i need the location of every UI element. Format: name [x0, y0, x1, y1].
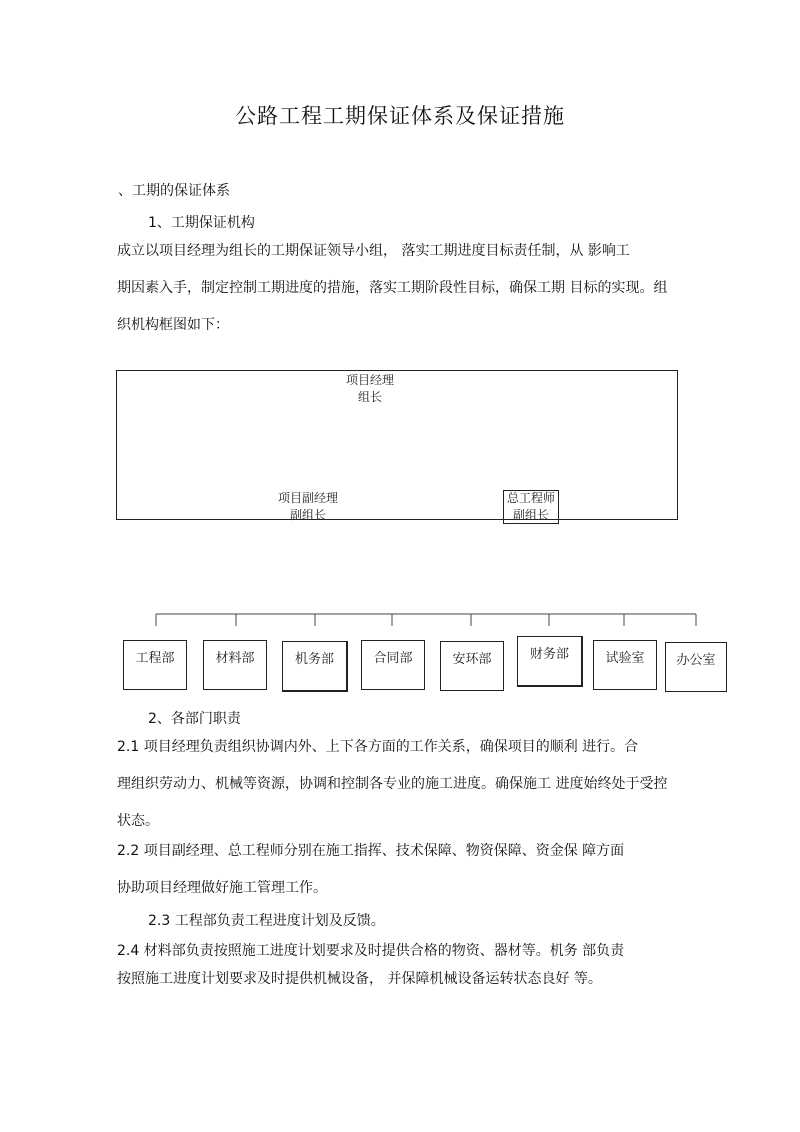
page-title: 公路工程工期保证体系及保证措施	[235, 104, 565, 128]
dept-box-engineering: 工程部	[123, 640, 187, 690]
intro-line: 期因素入手，制定控制工期进度的措施，落实工期阶段性目标，确保工期 目标的实现。组	[117, 280, 668, 296]
dept-box-machinery: 机务部	[282, 641, 348, 692]
org-node-role: 副组长	[512, 508, 549, 522]
subsection-heading: 1、工期保证机构	[148, 215, 255, 231]
dept-box-safety-environment: 安环部	[440, 641, 504, 691]
paragraph-line: 协助项目经理做好施工管理工作。	[117, 880, 327, 896]
section-heading: 、工期的保证体系	[118, 183, 230, 199]
paragraph-2-2	[117, 844, 687, 918]
paragraph-2-3: 2.3 工程部负责工程进度计划及反馈。	[148, 913, 385, 929]
subsection-heading: 2、各部门职责	[148, 711, 241, 727]
paragraph-line: 2.1 项目经理负责组织协调内外、上下各方面的工作关系，确保项目的顺利 进行。合	[117, 739, 639, 755]
dept-box-office: 办公室	[665, 642, 727, 692]
org-node-title: 项目经理	[345, 373, 394, 387]
org-node-role: 副组长	[289, 508, 326, 522]
dept-box-contract: 合同部	[361, 640, 425, 690]
dept-box-finance: 财务部	[517, 636, 583, 687]
org-node-title: 项目副经理	[277, 491, 338, 505]
dept-box-materials: 材料部	[203, 640, 267, 690]
paragraph-line: 按照施工进度计划要求及时提供机械设备， 并保障机械设备运转状态良好 等。	[117, 971, 602, 987]
org-node-role: 组长	[357, 390, 382, 404]
paragraph-line: 2.4 材料部负责按照施工进度计划要求及时提供合格的物资、器材等。机务 部负责	[117, 943, 625, 959]
paragraph-2-4	[117, 944, 687, 1000]
intro-line: 织机构框图如下：	[117, 317, 229, 333]
org-node-title: 总工程师	[506, 491, 555, 505]
paragraph-line: 状态。	[117, 813, 159, 829]
paragraph-2-1	[117, 740, 687, 851]
paragraph-line: 理组织劳动力、机械等资源，协调和控制各专业的施工进度。确保施工 进度始终处于受控	[117, 776, 668, 792]
paragraph-line: 2.2 项目副经理、总工程师分别在施工指挥、技术保障、物资保障、资金保 障方面	[117, 843, 625, 859]
dept-box-laboratory: 试验室	[593, 640, 657, 690]
intro-line: 成立以项目经理为组长的工期保证领导小组， 落实工期进度目标责任制，从 影响工	[117, 243, 630, 259]
